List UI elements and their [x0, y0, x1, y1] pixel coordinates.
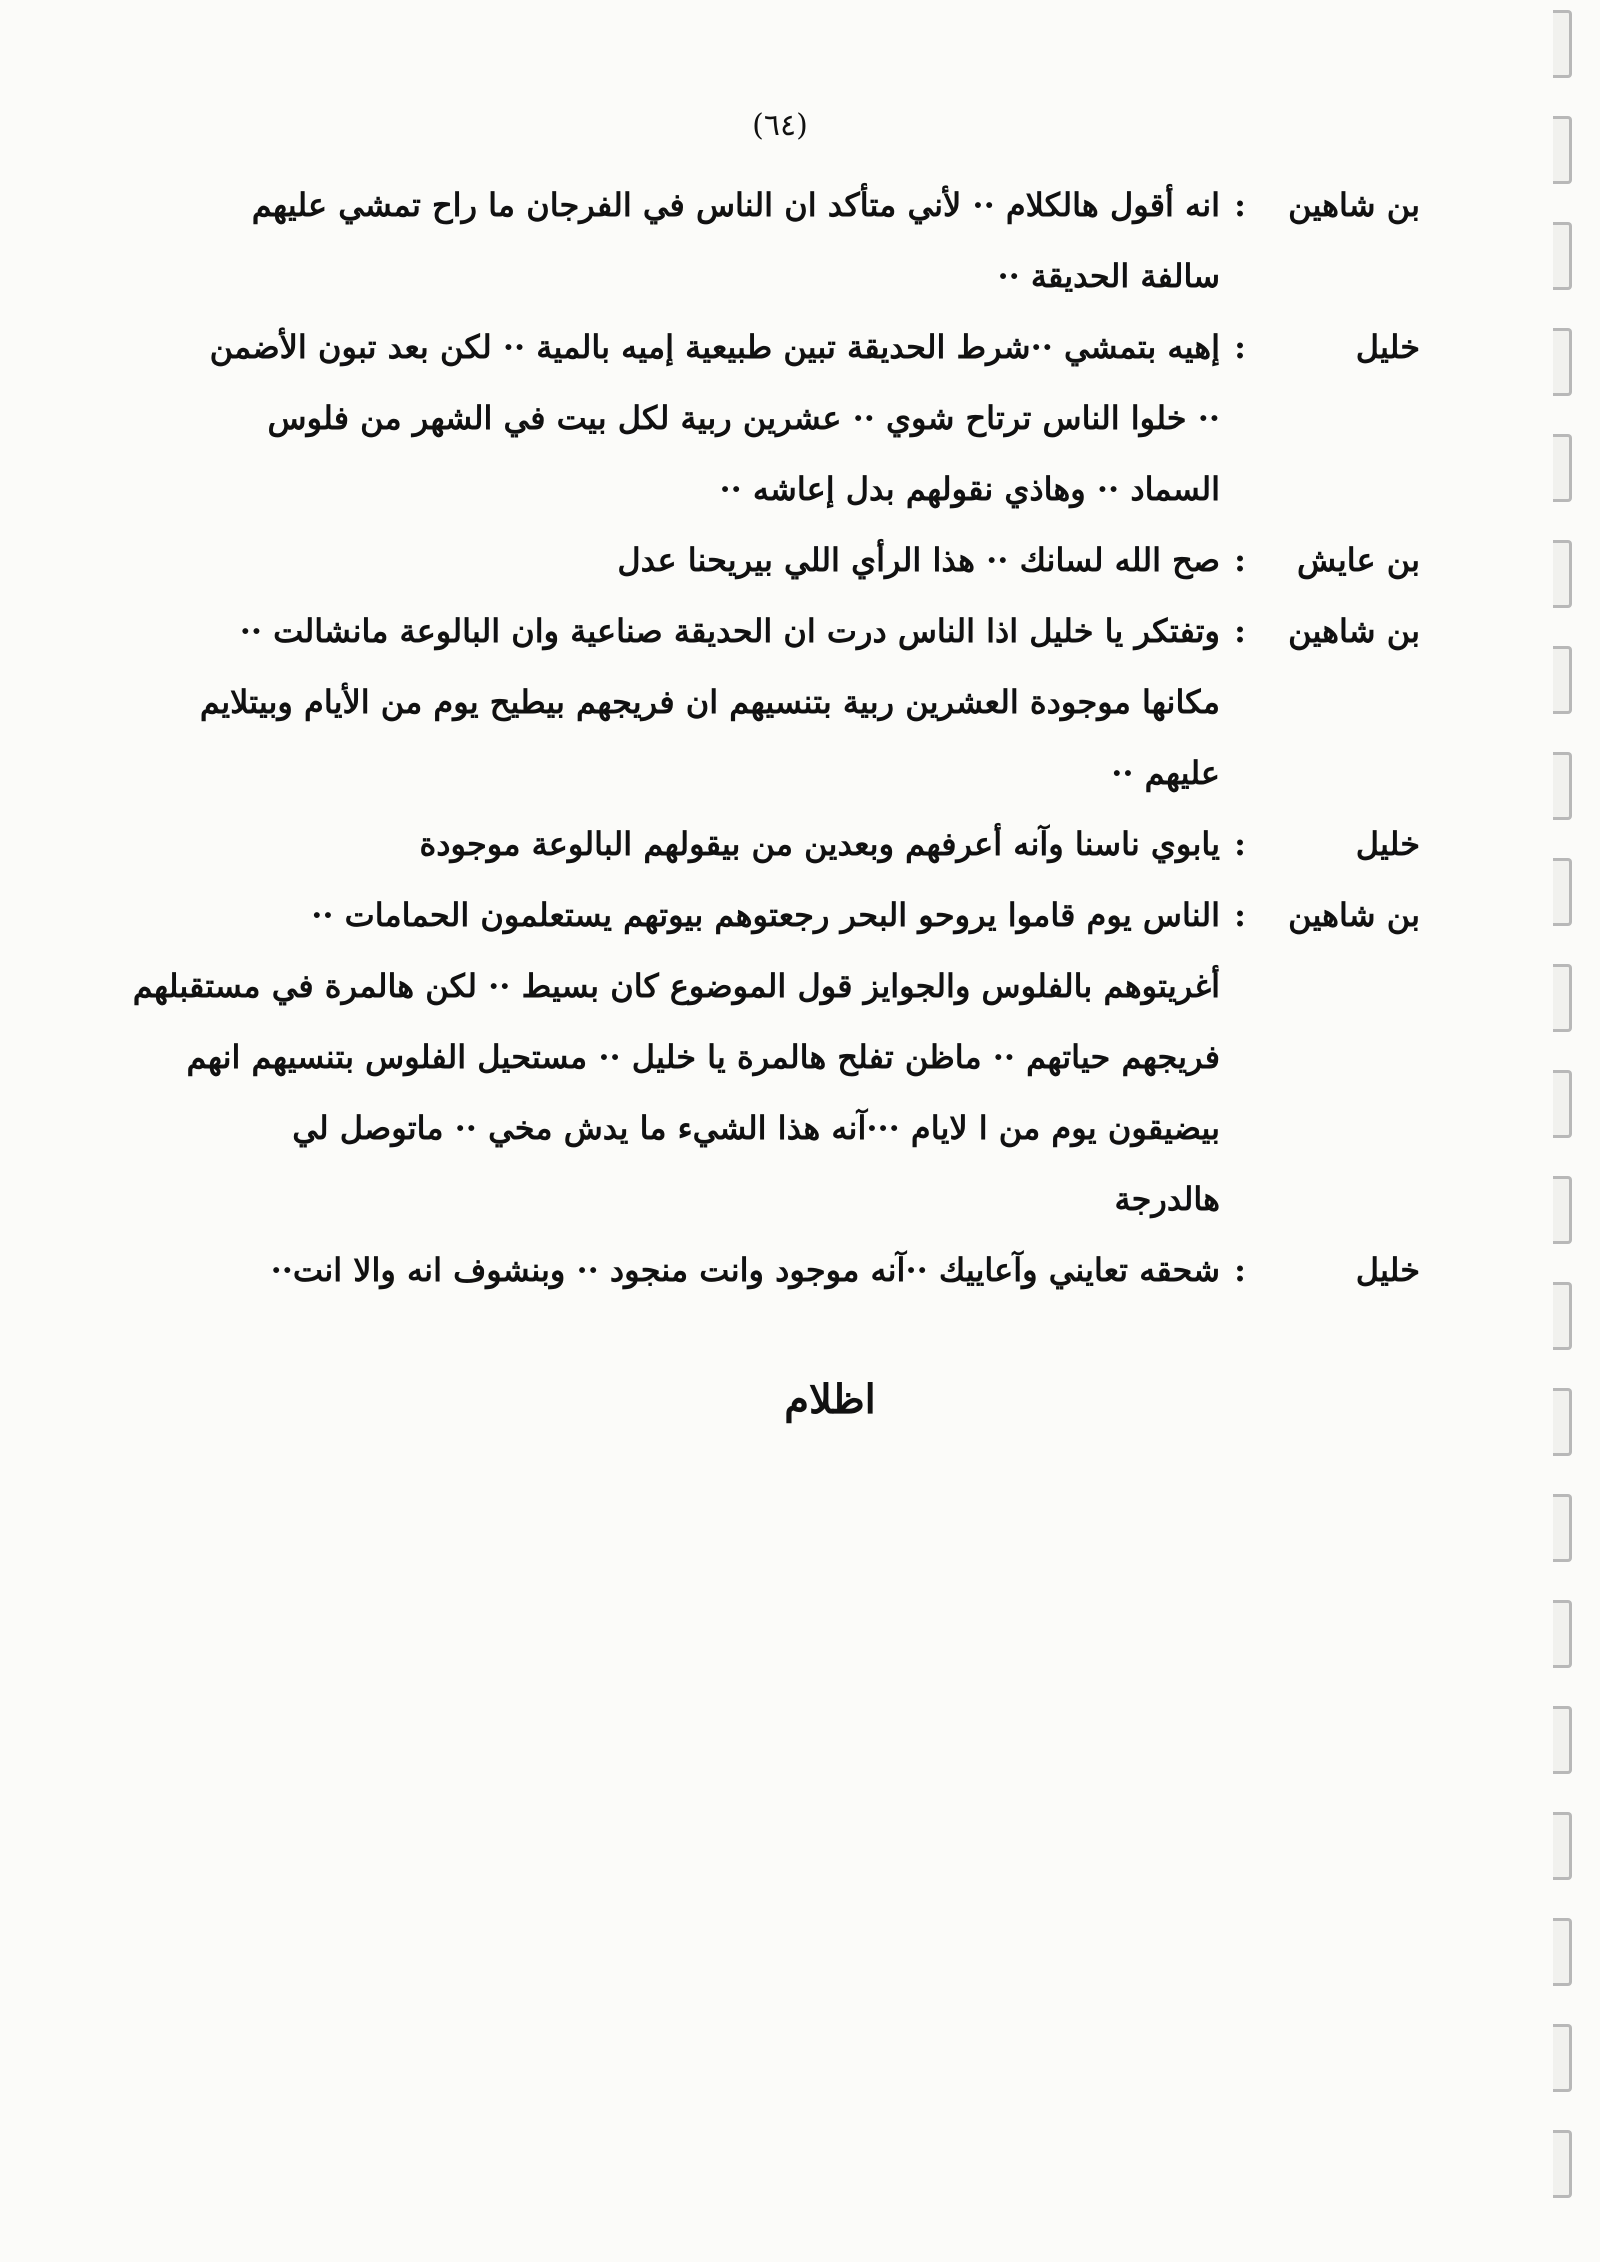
- speech-line: شحقه تعايني وآعاييك ··آنه موجود وانت منجود ·· وبنشوف انه والا انت··: [270, 1251, 1220, 1289]
- speech-text: [180, 1235, 1220, 1306]
- colon-separator: :: [1234, 825, 1246, 863]
- binding-ring: [1553, 434, 1572, 502]
- speech-text: [180, 809, 1220, 880]
- binding-ring: [1553, 2130, 1572, 2198]
- speech-line: انه أقول هالكلام ·· لأني متأكد ان الناس في الفرجان ما راح تمشي عليهم: [251, 186, 1220, 224]
- speech-line: أغريتوهم بالفلوس والجوايز قول الموضوع كان بسيط ·· لكن هالمرة في مستقبلهم: [132, 967, 1220, 1005]
- script-dialogue: [132, 170, 1420, 1306]
- speech-line: بيضيقون يوم من ا لايام ···آنه هذا الشيء ما يدش مخي ·· ماتوصل لي: [292, 1109, 1220, 1147]
- colon-separator: :: [1234, 896, 1246, 934]
- binding-ring: [1553, 1600, 1572, 1668]
- dialogue-entry: [180, 312, 1420, 525]
- binding-ring: [1553, 752, 1572, 820]
- spiral-binding: [1546, 0, 1576, 2262]
- page-number: (٦٤): [752, 108, 808, 143]
- binding-ring: [1553, 1706, 1572, 1774]
- speech-text: [180, 596, 1220, 809]
- binding-ring: [1553, 1918, 1572, 1986]
- dialogue-entry: [180, 170, 1420, 312]
- speech-line: عليهم ··: [1111, 754, 1220, 792]
- binding-ring: [1553, 10, 1572, 78]
- dialogue-entry: [180, 596, 1420, 809]
- speaker-name: خليل: [1355, 328, 1420, 366]
- speech-line: مكانها موجودة العشرين ربية بتنسيهم ان فريجهم بيطيح يوم من الأيام وبيتلايم: [199, 683, 1220, 721]
- binding-ring: [1553, 328, 1572, 396]
- speech-line: الناس يوم قاموا يروحو البحر رجعتوهم بيوتهم يستعلمون الحمامات ··: [311, 896, 1220, 934]
- binding-ring: [1553, 1070, 1572, 1138]
- speech-line: هالدرجة: [1114, 1180, 1220, 1218]
- binding-ring: [1553, 646, 1572, 714]
- speaker-name: بن شاهين: [1288, 186, 1420, 224]
- dialogue-entry: [132, 880, 1420, 1235]
- speaker-name: بن شاهين: [1288, 896, 1420, 934]
- binding-ring: [1553, 964, 1572, 1032]
- binding-ring: [1553, 858, 1572, 926]
- speech-text: [180, 525, 1220, 596]
- speech-line: وتفتكر يا خليل اذا الناس درت ان الحديقة صناعية وان البالوعة مانشالت ··: [239, 612, 1220, 650]
- binding-ring: [1553, 222, 1572, 290]
- binding-ring: [1553, 1494, 1572, 1562]
- speech-line: يابوي ناسنا وآنه أعرفهم وبعدين من بيقولهم البالوعة موجودة: [419, 825, 1220, 863]
- binding-ring: [1553, 1176, 1572, 1244]
- colon-separator: :: [1234, 1251, 1246, 1289]
- colon-separator: :: [1234, 186, 1246, 224]
- binding-ring: [1553, 1812, 1572, 1880]
- speaker-name: بن شاهين: [1288, 612, 1420, 650]
- binding-ring: [1553, 1388, 1572, 1456]
- closing-direction: اظلام: [784, 1376, 876, 1423]
- speaker-name: بن عايش: [1297, 541, 1420, 579]
- speaker-name: خليل: [1355, 825, 1420, 863]
- colon-separator: :: [1234, 612, 1246, 650]
- speech-text: [180, 170, 1220, 312]
- binding-ring: [1553, 2024, 1572, 2092]
- binding-ring: [1553, 540, 1572, 608]
- speech-line: سالفة الحديقة ··: [997, 257, 1220, 295]
- speech-line: فريجهم حياتهم ·· ماظن تفلح هالمرة يا خليل ·· مستحيل الفلوس بتنسيهم انهم: [186, 1038, 1220, 1076]
- speech-line: ·· خلوا الناس ترتاح شوي ·· عشرين ربية لكل بيت في الشهر من فلوس: [267, 399, 1220, 437]
- speech-line: صح الله لسانك ·· هذا الرأي اللي بيريحنا عدل: [617, 541, 1220, 579]
- speech-line: إهيه بتمشي ··شرط الحديقة تبين طبيعية إميه بالمية ·· لكن بعد تبون الأضمن: [209, 328, 1220, 366]
- speech-line: السماد ·· وهاذي نقولهم بدل إعاشه ··: [719, 470, 1220, 508]
- binding-ring: [1553, 1282, 1572, 1350]
- dialogue-entry: [180, 525, 1420, 596]
- binding-ring: [1553, 116, 1572, 184]
- speech-text: [133, 880, 1220, 1235]
- colon-separator: :: [1234, 541, 1246, 579]
- colon-separator: :: [1234, 328, 1246, 366]
- dialogue-entry: [180, 1235, 1420, 1306]
- speaker-name: خليل: [1355, 1251, 1420, 1289]
- speech-text: [180, 312, 1220, 525]
- dialogue-entry: [180, 809, 1420, 880]
